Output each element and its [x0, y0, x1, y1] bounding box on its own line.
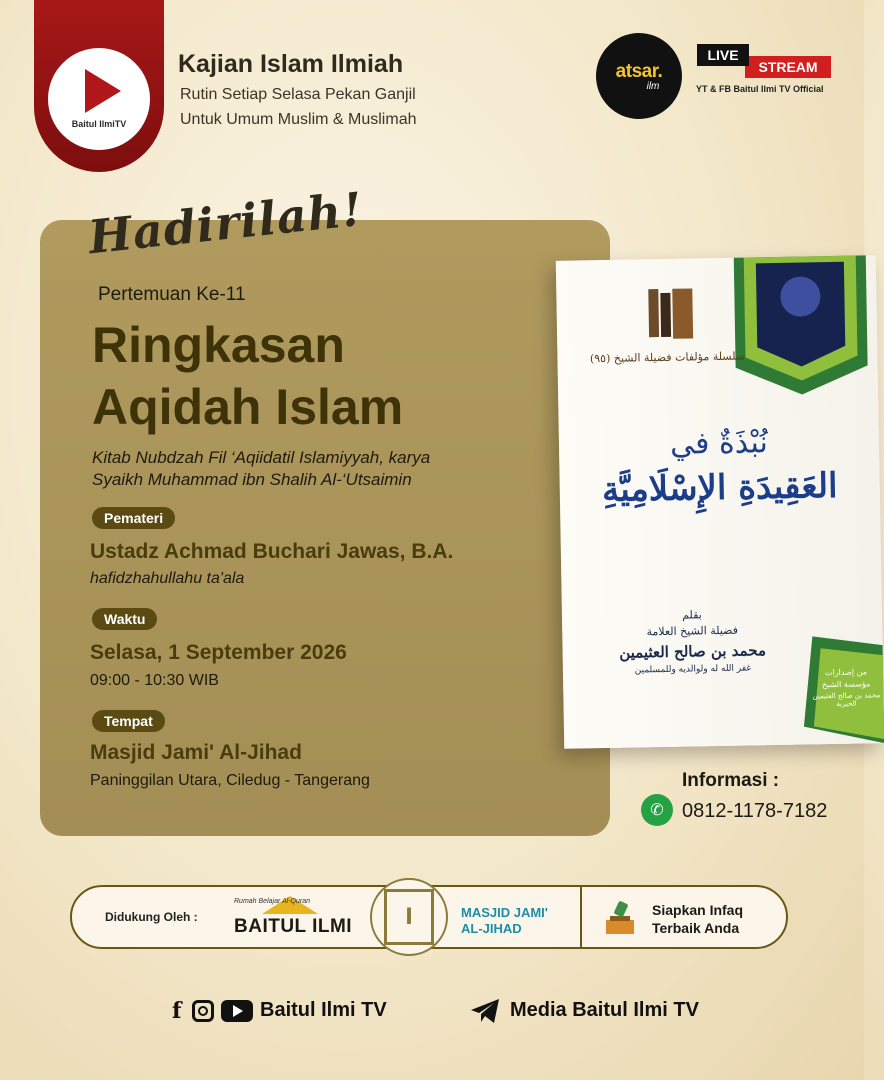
pemateri-badge: Pemateri — [92, 507, 175, 529]
venue-address: Paninggilan Utara, Ciledug - Tangerang — [90, 772, 370, 789]
social-handle-right[interactable]: Media Baitul Ilmi TV — [510, 999, 699, 1021]
book-series: سلسلة مؤلفات فضيلة الشيخ (٩٥) — [589, 349, 746, 366]
youtube-icon[interactable] — [221, 1000, 253, 1022]
kitab-line-2: Syaikh Muhammad ibn Shalih Al-‘Utsaimin — [92, 470, 412, 489]
masjid-emblem-icon — [370, 878, 448, 956]
book-author-title: فضيلة الشيخ العلامة — [646, 623, 739, 639]
whatsapp-icon[interactable]: ✆ — [641, 794, 673, 826]
stream-badge: STREAM — [745, 56, 831, 78]
supported-by-label: Didukung Oleh : — [105, 910, 198, 924]
logo-label: Baitul IlmiTV — [71, 119, 127, 129]
kufic-emblem-icon: ا — [384, 889, 434, 945]
publisher-line-3: محمد بن صالح العثيمين الخيرية — [812, 691, 881, 708]
donation-box-icon — [602, 898, 638, 938]
publisher-line-2: مؤسسة الشيخ — [821, 679, 871, 690]
baitul-ilmi-small: Rumah Belajar Al-Quran — [234, 898, 310, 905]
stream-note: YT & FB Baitul Ilmi TV Official — [696, 84, 824, 94]
speaker-honorific: hafidzhahullahu ta'ala — [90, 570, 245, 587]
facebook-icon[interactable]: f — [172, 998, 182, 1024]
book-author-intro: بقلم — [682, 608, 702, 622]
telegram-icon[interactable] — [470, 998, 500, 1024]
infaq-line-2: Terbaik Anda — [652, 920, 740, 936]
logo-ribbon — [34, 0, 164, 172]
publisher-line-1: من إصدارات — [824, 667, 868, 678]
infaq-line-1: Siapkan Infaq — [652, 902, 744, 918]
hadirilah-heading: Hadirilah! — [85, 181, 366, 265]
atsar-logo-text: atsar. — [615, 60, 663, 82]
atsar-ilm-logo — [596, 33, 682, 119]
subtitle-line-2: Untuk Umum Muslim & Muslimah — [180, 111, 417, 128]
masjid-logo-line-2: AL-JIHAD — [461, 921, 522, 936]
book-author-dua: غفر الله له ولوالديه وللمسلمين — [634, 663, 752, 676]
book-author-name: محمد بن صالح العثيمين — [619, 641, 767, 662]
subtitle-line-1: Rutin Setiap Selasa Pekan Ganjil — [180, 86, 416, 103]
tempat-badge: Tempat — [92, 710, 165, 732]
social-handle-left[interactable]: Baitul Ilmi TV — [260, 999, 387, 1021]
book-cover — [556, 255, 884, 749]
waktu-badge: Waktu — [92, 608, 157, 630]
play-icon — [85, 69, 121, 113]
baitul-ilmi-tv-logo — [48, 48, 150, 150]
page-title: Kajian Islam Ilmiah — [178, 50, 404, 78]
speaker-name: Ustadz Achmad Buchari Jawas, B.A. — [90, 540, 454, 563]
contact-label: Informasi : — [682, 770, 780, 791]
masjid-logo-line-1: MASJID JAMI' — [461, 905, 548, 920]
kitab-line-1: Kitab Nubdzah Fil ‘Aqiidatil Islamiyyah, karya — [92, 448, 431, 467]
event-title-line-2: Aqidah Islam — [92, 379, 404, 435]
book-title-main: العَقِيدَةِ الإِسْلَامِيَّةِ — [601, 465, 838, 511]
event-title-line-1: Ringkasan — [92, 317, 345, 373]
live-badge: LIVE — [697, 44, 749, 66]
venue-name: Masjid Jami' Al-Jihad — [90, 741, 302, 764]
event-time: 09:00 - 10:30 WIB — [90, 672, 219, 689]
event-date: Selasa, 1 September 2026 — [90, 641, 347, 664]
divider — [580, 885, 582, 949]
book-title-top: نُبْذَةٌ في — [669, 425, 769, 462]
instagram-lens — [198, 1006, 208, 1016]
baitul-ilmi-logo: BAITUL ILMI — [234, 916, 353, 937]
contact-phone[interactable]: 0812-1178-7182 — [682, 800, 828, 822]
youtube-play-icon — [233, 1005, 243, 1017]
atsar-logo-sub: ilm — [646, 80, 660, 92]
meeting-number: Pertemuan Ke-11 — [98, 284, 246, 305]
